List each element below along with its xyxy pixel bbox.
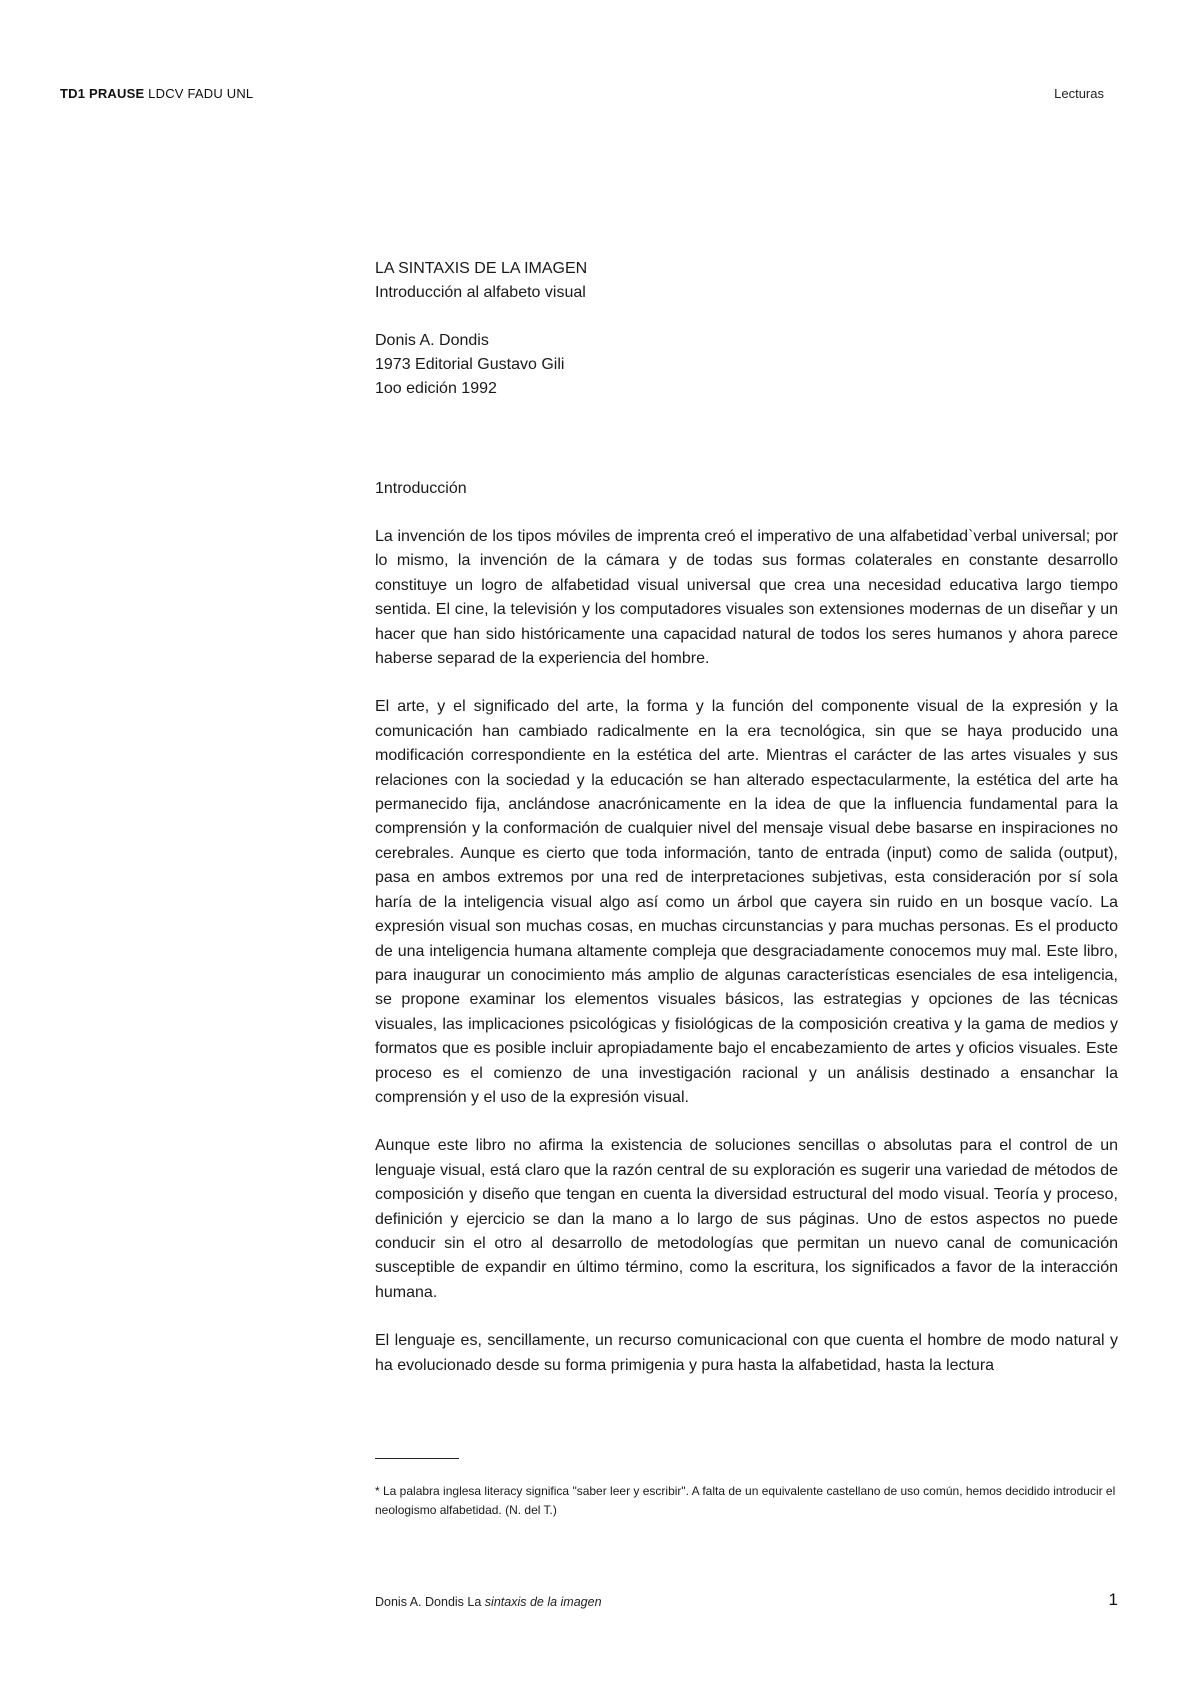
section-label: Lecturas (1054, 86, 1104, 101)
book-publisher: 1973 Editorial Gustavo Gili (375, 356, 565, 373)
footer-book-title: sintaxis de la imagen (484, 1595, 602, 1609)
main-column (375, 257, 1118, 1378)
footer-citation (375, 1595, 602, 1609)
footer-author: Donis A. Dondis La (375, 1595, 485, 1609)
paragraph: La invención de los tipos móviles de imprenta creó el imperativo de una alfabetidad`verbal universal; por lo mismo, la invención de la cámara y de todas sus formas colaterales en constante desarrollo constituye un logro de alfabetidad visual universal que crea una necesidad educativa largo tiempo sentida. El cine, la televisión y los computadores visuales son extensiones modernas de un diseñar y un hacer que han sido históricamente una capacidad natural de todos los seres humanos y ahora parece haberse separad de la experiencia del hombre. (375, 528, 1118, 668)
paragraph: Aunque este libro no afirma la existencia de soluciones sencillas o absolutas para el control de un lenguaje visual, está claro que la razón central de su exploración es sugerir una variedad de métodos de composición y diseño que tengan en cuenta la diversidad estructural del modo visual. Teoría y proceso, definición y ejercicio se dan la mano a lo largo de sus páginas. Uno de estos aspectos no puede conducir sin el otro al desarrollo de metodologías que permitan un nuevo canal de comunicación susceptible de expandir en último término, como la escritura, los significados a favor de la interacción humana. (375, 1137, 1118, 1301)
paragraph: El arte, y el significado del arte, la forma y la función del componente visual de la expresión y la comunicación han cambiado radicalmente en la era tecnológica, sin que se haya producido una modificación correspondiente en la estética del arte. Mientras el carácter de las artes visuales y sus relaciones con la sociedad y la educación se han alterado espectacularmente, la estética del arte ha permanecido fija, anclándose anacrónicamente en la idea de que la influencia fundamental para la comprensión y la conformación de cualquier nivel del mensaje visual debe basarse en inspiraciones no cerebrales. Aunque es cierto que toda información, tanto de entrada (input) como de salida (output), pasa en ambos extremos por una red de interpretaciones subjetivas, esta consideración por sí sola haría de la inteligencia visual algo así como un árbol que cayera sin ruido en un bosque vacío. La expresión visual son muchas cosas, en muchas circunstancias y para muchas personas. Es el producto de una inteligencia humana altamente compleja que desgraciadamente conocemos muy mal. Este libro, para inaugurar un conocimiento más amplio de algunas características esenciales de esa inteligencia, se propone examinar los elementos visuales básicos, las estrategias y opciones de las técnicas visuales, las implicaciones psicológicas y fisiológicas de la composición creativa y la gama de medios y formatos que es posible incluir apropiadamente bajo el encabezamiento de artes y oficios visuales. Este proceso es el comienzo de una investigación racional y un análisis destinado a ensanchar la comprensión y el uso de la expresión visual. (375, 698, 1118, 1106)
footnote: * La palabra inglesa literacy significa "saber leer y escribir". A falta de un equivalente castellano de uso común, hemos decidido introducir el neologismo alfabetidad. (N. del T.) (375, 1484, 1116, 1517)
footnote-divider (375, 1458, 459, 1459)
chapter-body (375, 525, 1118, 1378)
course-code: TD1 PRAUSE (60, 86, 145, 101)
page-number: 1 (1108, 1590, 1118, 1609)
course-header (60, 86, 253, 101)
book-edition: 1oo edición 1992 (375, 380, 497, 397)
book-author: Donis A. Dondis (375, 332, 489, 349)
course-institution: LDCV FADU UNL (144, 86, 254, 101)
book-title: LA SINTAXIS DE LA IMAGEN (375, 260, 588, 277)
book-subtitle: Introducción al alfabeto visual (375, 284, 586, 301)
paragraph: El lenguaje es, sencillamente, un recurso comunicacional con que cuenta el hombre de modo natural y ha evolucionado desde su forma primigenia y pura hasta la alfabetidad, hasta la lectura (375, 1332, 1118, 1374)
spacer (375, 305, 1118, 329)
chapter-heading: 1ntroducción (375, 480, 467, 497)
